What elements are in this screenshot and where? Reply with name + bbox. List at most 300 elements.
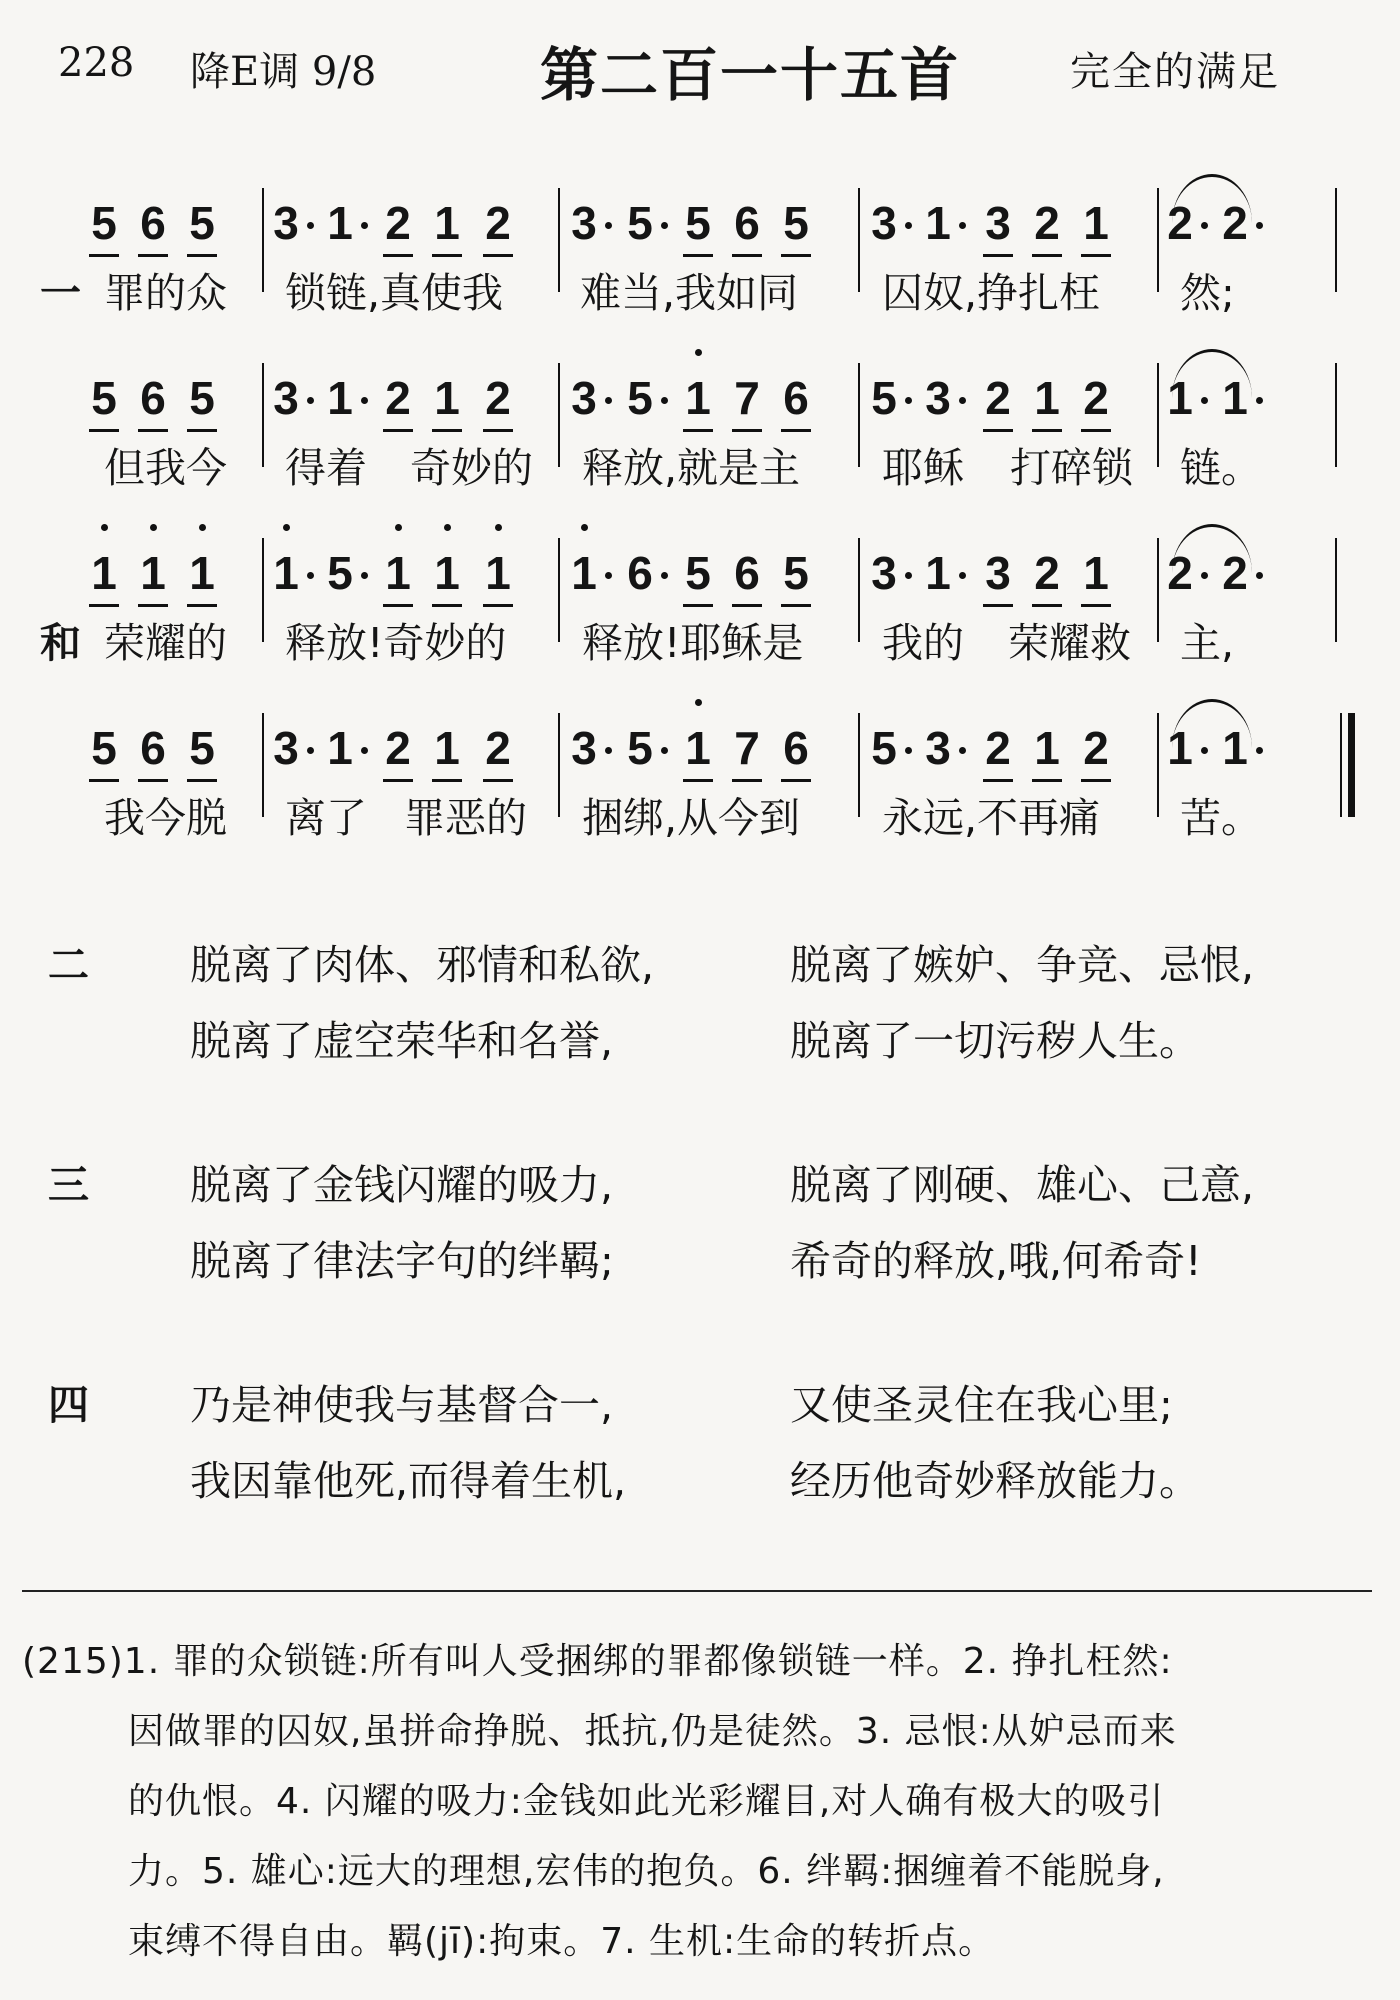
note: [862, 150, 906, 260]
note-digit: 1: [385, 547, 411, 599]
dot: [661, 222, 668, 229]
note: [264, 325, 308, 435]
dot: [661, 572, 668, 579]
dot: [905, 397, 912, 404]
note-digit: 2: [985, 372, 1011, 424]
note: [916, 675, 960, 785]
score-line: [0, 675, 1400, 785]
note-digit: 2: [385, 197, 411, 249]
note: [862, 500, 906, 610]
eighth-underline: [683, 779, 713, 782]
lyric-segment: 然;: [1180, 269, 1235, 317]
dot: [605, 747, 612, 754]
eighth-underline: [732, 254, 762, 257]
octave-dot: [101, 524, 108, 531]
octave-dot: [444, 524, 451, 531]
verse-line: 脱离了刚硬、雄心、己意,: [790, 1161, 1255, 1209]
eighth-underline: [781, 429, 811, 432]
note-digit: 6: [734, 547, 760, 599]
lyric-segment: 罪的众: [104, 269, 227, 317]
eighth-underline: [1081, 779, 1111, 782]
dot: [905, 572, 912, 579]
note-digit: 1: [1222, 372, 1248, 424]
note: [82, 325, 126, 435]
eighth-underline: [432, 779, 462, 782]
barline: [558, 713, 560, 817]
note: [916, 325, 960, 435]
eighth-underline: [983, 254, 1013, 257]
note: [1025, 675, 1069, 785]
octave-dot: [695, 349, 702, 356]
note: [725, 675, 769, 785]
note-digit: 1: [685, 722, 711, 774]
note-digit: 5: [627, 197, 653, 249]
lyric-segment: 我今脱: [104, 794, 227, 842]
dot: [661, 747, 668, 754]
note-digit: 1: [327, 197, 353, 249]
barline: [558, 188, 560, 292]
note-digit: 6: [783, 372, 809, 424]
note: [180, 150, 224, 260]
note-digit: 3: [871, 547, 897, 599]
lyric-segment: 释放!耶稣是: [582, 619, 804, 667]
eighth-underline: [483, 254, 513, 257]
dot: [1201, 222, 1208, 229]
note: [180, 675, 224, 785]
verse-line: 脱离了一切污秽人生。: [790, 1017, 1200, 1065]
eighth-underline: [781, 779, 811, 782]
note: [1213, 675, 1257, 785]
note: [425, 500, 469, 610]
note: [131, 325, 175, 435]
note-digit: 5: [627, 722, 653, 774]
note-digit: 1: [925, 547, 951, 599]
final-barline: [1348, 713, 1355, 817]
dot: [661, 397, 668, 404]
note-digit: 5: [627, 372, 653, 424]
dot: [905, 222, 912, 229]
dot: [1256, 397, 1263, 404]
note-digit: 2: [1034, 197, 1060, 249]
barline: [858, 363, 860, 467]
note-digit: 5: [783, 547, 809, 599]
note-digit: 6: [140, 722, 166, 774]
note-digit: 3: [273, 372, 299, 424]
verse-label: 一: [40, 269, 81, 317]
note: [618, 675, 662, 785]
lyric-segment: 永远,不再痛: [882, 794, 1101, 842]
eighth-underline: [432, 429, 462, 432]
eighth-underline: [483, 429, 513, 432]
note-digit: 1: [1083, 547, 1109, 599]
note: [180, 325, 224, 435]
dot: [307, 397, 314, 404]
dot: [959, 572, 966, 579]
note-digit: 1: [1167, 372, 1193, 424]
note-digit: 2: [485, 372, 511, 424]
note-digit: 2: [385, 372, 411, 424]
note-digit: 5: [91, 722, 117, 774]
lyric-segment: 苦。: [1180, 794, 1262, 842]
note: [676, 500, 720, 610]
dot: [1201, 747, 1208, 754]
note: [476, 500, 520, 610]
lyric-segment: 囚奴,挣扎枉: [882, 269, 1101, 317]
verse-number: 二: [48, 941, 89, 989]
note: [180, 500, 224, 610]
note: [725, 500, 769, 610]
note: [1025, 325, 1069, 435]
note: [976, 500, 1020, 610]
eighth-underline: [781, 604, 811, 607]
barline: [858, 538, 860, 642]
note-digit: 2: [385, 722, 411, 774]
verse-number: 四: [48, 1381, 89, 1429]
note: [976, 150, 1020, 260]
barline: [1335, 363, 1337, 467]
eighth-underline: [483, 604, 513, 607]
note: [425, 325, 469, 435]
lyric-segment: 打碎锁: [1010, 444, 1133, 492]
barline: [1335, 538, 1337, 642]
note-digit: 1: [1034, 722, 1060, 774]
hymn-title: 第二百一十五首: [540, 41, 961, 109]
note-digit: 2: [485, 722, 511, 774]
note: [774, 325, 818, 435]
note: [82, 150, 126, 260]
note: [425, 675, 469, 785]
octave-dot: [283, 524, 290, 531]
eighth-underline: [432, 604, 462, 607]
dot: [307, 572, 314, 579]
note-digit: 1: [189, 547, 215, 599]
note: [676, 150, 720, 260]
note-digit: 1: [327, 722, 353, 774]
lyric-segment: 释放!奇妙的: [285, 619, 507, 667]
verse-line: 经历他奇妙释放能力。: [790, 1457, 1200, 1505]
dot: [959, 397, 966, 404]
note-digit: 1: [273, 547, 299, 599]
note-digit: 3: [871, 197, 897, 249]
note: [618, 150, 662, 260]
note-digit: 3: [985, 197, 1011, 249]
note: [82, 675, 126, 785]
note: [562, 150, 606, 260]
note-digit: 1: [434, 197, 460, 249]
eighth-underline: [187, 254, 217, 257]
eighth-underline: [138, 779, 168, 782]
footnote-line: 力。5. 雄心:远大的理想,宏伟的抱负。6. 绊羁:捆缠着不能脱身,: [128, 1851, 1165, 1892]
note-digit: 2: [1083, 722, 1109, 774]
score-line: [0, 325, 1400, 435]
lyric-segment: 链。: [1180, 444, 1262, 492]
note-digit: 6: [140, 372, 166, 424]
page-number: 228: [58, 40, 135, 86]
note: [131, 500, 175, 610]
lyric-segment: 我的: [882, 619, 964, 667]
note: [916, 150, 960, 260]
note: [562, 325, 606, 435]
note-digit: 2: [985, 722, 1011, 774]
note: [264, 150, 308, 260]
eighth-underline: [732, 604, 762, 607]
eighth-underline: [89, 429, 119, 432]
note-digit: 2: [1034, 547, 1060, 599]
dot: [307, 222, 314, 229]
eighth-underline: [187, 429, 217, 432]
note: [264, 500, 308, 610]
note: [562, 500, 606, 610]
octave-dot: [395, 524, 402, 531]
note-digit: 2: [1167, 547, 1193, 599]
key-signature: 降E调 9/8: [190, 49, 377, 95]
eighth-underline: [187, 779, 217, 782]
note-digit: 5: [685, 197, 711, 249]
dot: [605, 397, 612, 404]
eighth-underline: [383, 254, 413, 257]
eighth-underline: [781, 254, 811, 257]
note: [862, 325, 906, 435]
octave-dot: [495, 524, 502, 531]
note-digit: 1: [434, 372, 460, 424]
note: [1213, 500, 1257, 610]
barline: [1335, 188, 1337, 292]
note-digit: 2: [1222, 547, 1248, 599]
dot: [1256, 222, 1263, 229]
note-digit: 1: [1083, 197, 1109, 249]
note-digit: 1: [434, 722, 460, 774]
barline: [558, 538, 560, 642]
lyric-segment: 离了: [285, 794, 367, 842]
note-digit: 5: [189, 372, 215, 424]
note-digit: 1: [327, 372, 353, 424]
eighth-underline: [732, 779, 762, 782]
eighth-underline: [1032, 429, 1062, 432]
note: [976, 675, 1020, 785]
eighth-underline: [383, 429, 413, 432]
note: [725, 150, 769, 260]
note-digit: 3: [273, 197, 299, 249]
note-digit: 5: [327, 547, 353, 599]
hymn-subtitle: 完全的满足: [1070, 49, 1280, 95]
note-digit: 1: [1222, 722, 1248, 774]
dot: [1201, 397, 1208, 404]
note-digit: 5: [783, 197, 809, 249]
eighth-underline: [1032, 779, 1062, 782]
note: [1213, 150, 1257, 260]
lyric-segment: 罪恶的: [404, 794, 527, 842]
lyric-segment: 主,: [1180, 619, 1235, 667]
lyric-segment: 得着: [285, 444, 367, 492]
note: [1074, 675, 1118, 785]
note-digit: 5: [91, 197, 117, 249]
note: [725, 325, 769, 435]
note-digit: 1: [91, 547, 117, 599]
note: [318, 675, 362, 785]
note: [1074, 325, 1118, 435]
eighth-underline: [89, 779, 119, 782]
verse-line: 希奇的释放,哦,何希奇!: [790, 1237, 1202, 1285]
note: [774, 500, 818, 610]
dot: [1256, 747, 1263, 754]
barline: [858, 188, 860, 292]
dot: [605, 572, 612, 579]
lyric-segment: 奇妙的: [410, 444, 533, 492]
note-digit: 5: [871, 372, 897, 424]
note-digit: 1: [571, 547, 597, 599]
note-digit: 3: [925, 722, 951, 774]
note-digit: 2: [1167, 197, 1193, 249]
note: [774, 150, 818, 260]
footnote-line: 的仇恨。4. 闪耀的吸力:金钱如此光彩耀目,对人确有极大的吸引: [128, 1781, 1165, 1822]
eighth-underline: [683, 254, 713, 257]
note-digit: 1: [1034, 372, 1060, 424]
divider: [22, 1590, 1372, 1592]
score-line: [0, 500, 1400, 610]
lyric-segment: 捆绑,从今到: [582, 794, 801, 842]
verse-label: 和: [40, 619, 81, 667]
eighth-underline: [432, 254, 462, 257]
note-digit: 6: [783, 722, 809, 774]
note: [476, 325, 520, 435]
note-digit: 5: [189, 722, 215, 774]
eighth-underline: [1081, 254, 1111, 257]
note: [1074, 150, 1118, 260]
dot: [1201, 572, 1208, 579]
verse-line: 脱离了金钱闪耀的吸力,: [190, 1161, 614, 1209]
note: [976, 325, 1020, 435]
verse-number: 三: [48, 1161, 89, 1209]
note: [425, 150, 469, 260]
note: [376, 325, 420, 435]
dot: [361, 572, 368, 579]
eighth-underline: [1081, 604, 1111, 607]
note-digit: 3: [571, 722, 597, 774]
note: [376, 675, 420, 785]
note: [676, 325, 720, 435]
octave-dot: [150, 524, 157, 531]
footnote-line: 因做罪的囚奴,虽拼命挣脱、抵抗,仍是徒然。3. 忌恨:从妒忌而来: [128, 1711, 1177, 1752]
eighth-underline: [483, 779, 513, 782]
note: [476, 675, 520, 785]
dot: [905, 747, 912, 754]
note: [318, 150, 362, 260]
note: [376, 150, 420, 260]
note-digit: 2: [1083, 372, 1109, 424]
note: [131, 675, 175, 785]
note-digit: 2: [1222, 197, 1248, 249]
octave-dot: [199, 524, 206, 531]
eighth-underline: [983, 604, 1013, 607]
note-digit: 1: [685, 372, 711, 424]
eighth-underline: [138, 254, 168, 257]
lyric-segment: 荣耀的: [104, 619, 227, 667]
note: [1213, 325, 1257, 435]
note: [618, 325, 662, 435]
note-digit: 2: [485, 197, 511, 249]
note-digit: 7: [734, 372, 760, 424]
lyric-segment: 耶稣: [882, 444, 964, 492]
eighth-underline: [683, 429, 713, 432]
note: [1025, 500, 1069, 610]
lyric-segment: 释放,就是主: [582, 444, 801, 492]
note: [1025, 150, 1069, 260]
footnote-line: 束缚不得自由。羁(jī):拘束。7. 生机:生命的转折点。: [128, 1921, 996, 1962]
note-digit: 3: [985, 547, 1011, 599]
note: [774, 675, 818, 785]
verse-line: 脱离了律法字句的绊羁;: [190, 1237, 614, 1285]
eighth-underline: [1032, 604, 1062, 607]
dot: [1256, 572, 1263, 579]
verse-line: 乃是神使我与基督合一,: [190, 1381, 614, 1429]
dot: [605, 222, 612, 229]
note-digit: 5: [91, 372, 117, 424]
dot: [361, 222, 368, 229]
barline: [858, 713, 860, 817]
note-digit: 5: [685, 547, 711, 599]
lyric-segment: 锁链,真使我: [285, 269, 504, 317]
lyric-segment: 难当,我如同: [580, 269, 799, 317]
dot: [959, 222, 966, 229]
score-line: [0, 150, 1400, 260]
verse-line: 脱离了虚空荣华和名誉,: [190, 1017, 614, 1065]
note: [318, 325, 362, 435]
note-digit: 7: [734, 722, 760, 774]
verse-line: 我因靠他死,而得着生机,: [190, 1457, 627, 1505]
note: [676, 675, 720, 785]
verse-line: 脱离了肉体、邪情和私欲,: [190, 941, 655, 989]
note: [318, 500, 362, 610]
lyric-segment: 但我今: [104, 444, 227, 492]
eighth-underline: [383, 604, 413, 607]
eighth-underline: [383, 779, 413, 782]
dot: [361, 397, 368, 404]
footnote-line: (215)1. 罪的众锁链:所有叫人受捆绑的罪都像锁链一样。2. 挣扎枉然:: [22, 1641, 1173, 1682]
note-digit: 1: [140, 547, 166, 599]
note-digit: 3: [571, 372, 597, 424]
note-digit: 3: [925, 372, 951, 424]
eighth-underline: [983, 779, 1013, 782]
note: [862, 675, 906, 785]
verse-line: 脱离了嫉妒、争竞、忌恨,: [790, 941, 1255, 989]
note: [376, 500, 420, 610]
dot: [361, 747, 368, 754]
note-digit: 6: [627, 547, 653, 599]
dot: [959, 747, 966, 754]
note: [476, 150, 520, 260]
eighth-underline: [138, 604, 168, 607]
note-digit: 1: [925, 197, 951, 249]
eighth-underline: [683, 604, 713, 607]
barline: [1340, 713, 1342, 817]
note: [562, 675, 606, 785]
barline: [558, 363, 560, 467]
eighth-underline: [983, 429, 1013, 432]
note-digit: 6: [140, 197, 166, 249]
eighth-underline: [187, 604, 217, 607]
note-digit: 1: [1167, 722, 1193, 774]
eighth-underline: [732, 429, 762, 432]
note-digit: 3: [571, 197, 597, 249]
verse-line: 又使圣灵住在我心里;: [790, 1381, 1173, 1429]
note: [264, 675, 308, 785]
note-digit: 6: [734, 197, 760, 249]
note: [131, 150, 175, 260]
eighth-underline: [89, 254, 119, 257]
eighth-underline: [89, 604, 119, 607]
lyric-segment: 荣耀救: [1008, 619, 1131, 667]
note-digit: 1: [485, 547, 511, 599]
